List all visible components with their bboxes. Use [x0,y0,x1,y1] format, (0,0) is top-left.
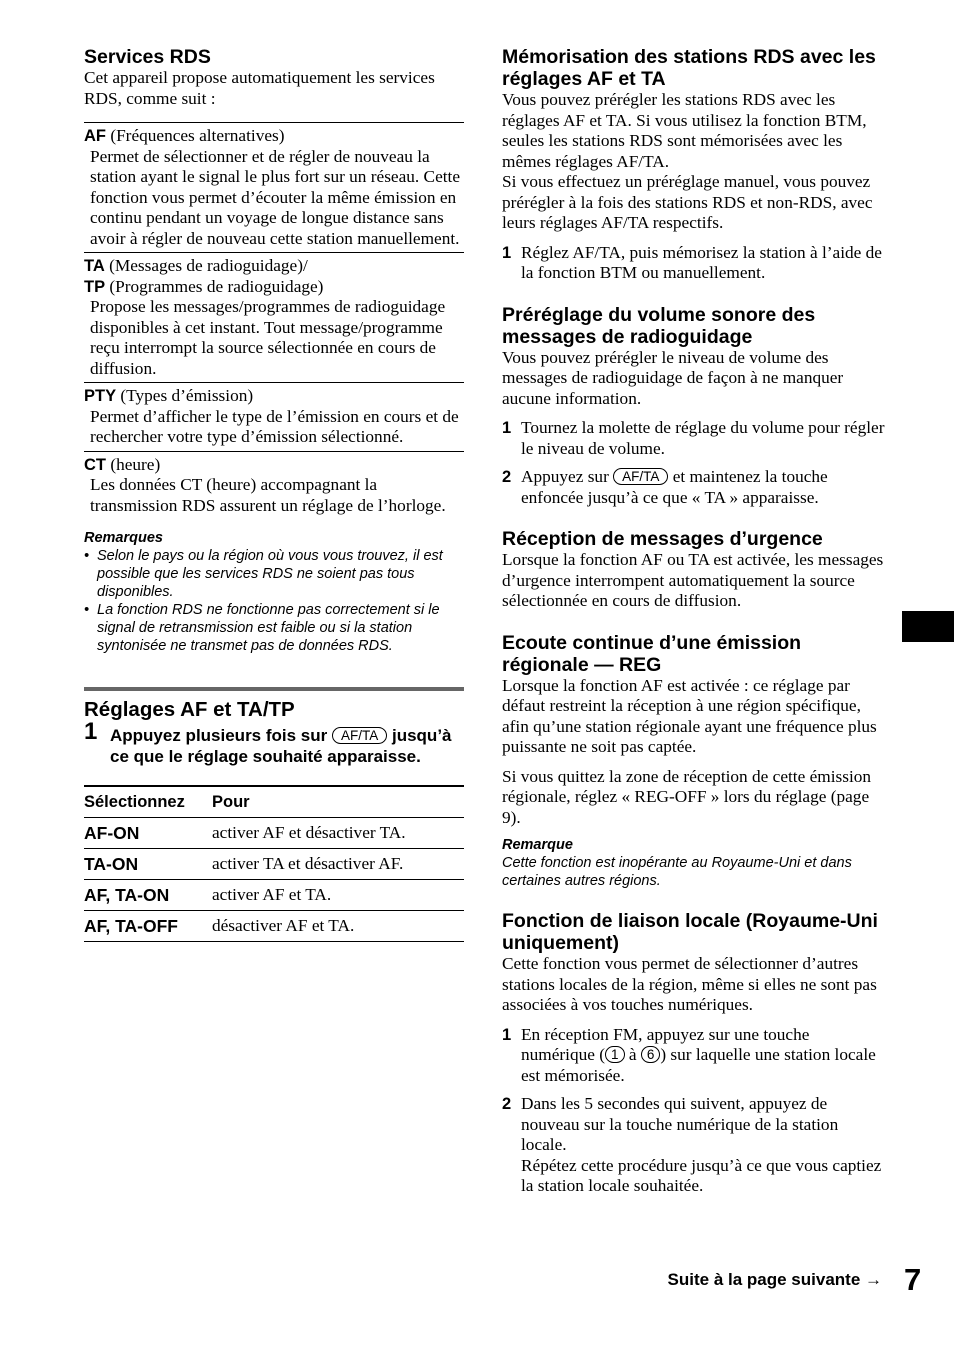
local-heading: Fonction de liaison locale (Royaume-Uni uniquement) [502,910,878,954]
def-abbr: TA [84,257,105,275]
note-item: • Selon le pays ou la région où vous vous trouvez, il est possible que les services RDS ne soient pas tous disponibles. [84,548,443,600]
def-abbr: TP [84,277,106,296]
step-number: 1 [84,718,98,745]
number-key-6-icon: 6 [641,1046,661,1063]
volume-step-1: 1 Tournez la molette de réglage du volume pour régler le niveau de volume. [502,418,885,458]
memo-heading: Mémorisation des stations RDS avec les réglages AF et TA [502,46,876,90]
number-key-1-icon: 1 [605,1046,625,1063]
def-desc: Permet de sélectionner et de régler de nouveau la station ayant le signal le plus fort sur un réseau. Cette fonction vous permet d’écouter la même émission en continu pendant un voyage de longue distance sans avoir à régler de nouveau cette station manuellement. [90,146,461,248]
local-intro: Cette fonction vous permet de sélectionner d’autres stations locales de la région, même si elles ne sont pas associées à vos touches numériques. [502,954,877,1014]
bullet-icon: • [84,602,90,618]
bullet-icon: • [84,548,90,564]
table-cell: AF, TA-ON [84,880,212,911]
volume-intro: Vous pouvez prérégler le niveau de volume des messages de radioguidage de façon à ne manquer aucune information. [502,347,844,408]
left-column [84,46,464,942]
section-divider [84,687,464,691]
note-text: Cette fonction est inopérante au Royaume-Uni et dans certaines autres régions. [502,855,852,889]
table-header: Sélectionnez [84,786,212,818]
settings-table [84,785,464,942]
rds-heading: Services RDS [84,46,211,68]
table-cell: activer AF et TA. [212,880,464,911]
step-number: 2 [502,1095,512,1113]
step-number: 1 [502,419,512,437]
table-cell: AF-ON [84,818,212,849]
volume-heading: Préréglage du volume sonore des messages de radioguidage [502,303,816,348]
table-row [84,911,464,942]
def-ta-tp: TA (Messages de radioguidage)/ TP (Programmes de radioguidage) Propose les messages/programmes de radioguidage disponibles à cet instant. Tout message/programme reçu interrompt la source sélectionnée en cours de diffusion. [84,252,464,382]
af-ta-key-icon: AF/TA [613,468,668,485]
def-pty: PTY (Types d’émission) Permet d’afficher le type de l’émission en cours et de rechercher votre type d’émission sélectionné. [84,382,464,451]
continue-next-page: Suite à la page suivante → [667,1270,882,1289]
def-abbr: AF [84,127,106,145]
step-number: 1 [502,243,512,262]
table-cell: activer AF et désactiver TA. [212,818,464,849]
urgence-text: Lorsque la fonction AF ou TA est activée, les messages d’urgence interrompent automatiquement la source sélectionnée en cours de diffusion. [502,550,884,610]
step-number: 1 [502,1025,512,1044]
memo-step-1: 1 Réglez AF/TA, puis mémorisez la station à l’aide de la fonction BTM ou manuellement. [502,242,882,282]
urgence-heading: Réception de messages d’urgence [502,528,823,550]
af-ta-step-1: 1 Appuyez plusieurs fois sur AF/TA jusqu’à ce que le réglage souhaité apparaisse. [84,718,452,766]
reg-heading: Ecoute continue d’une émission régionale — REG [502,631,802,676]
table-header: Pour [212,786,464,818]
memo-paragraph: Si vous effectuez un préréglage manuel, vous pouvez prérégler à la fois des stations RDS et non-RDS, avec leurs réglages AF/TA respectifs. [502,172,873,232]
af-ta-heading: Réglages AF et TA/TP [84,698,295,721]
table-cell: TA-ON [84,849,212,880]
rds-intro: Cet appareil propose automatiquement les services RDS, comme suit : [84,68,435,108]
memo-paragraph: Vous pouvez prérégler les stations RDS avec les réglages AF et TA. Si vous utilisez la fonction BTM, seules les stations RDS sont mémorisées avec les mêmes réglages AF/TA. [502,90,867,171]
section-tab-marker [902,611,954,642]
reg-paragraph: Lorsque la fonction AF est activée : ce réglage par défaut restreint la réception à une région spécifique, afin qu’une station régionale ayant une fréquence plus puissante ne soit pas captée. [502,675,877,756]
table-cell: AF, TA-OFF [84,911,212,942]
table-header-row [84,786,464,818]
def-desc: Les données CT (heure) accompagnant la transmission RDS assurent un réglage de l’horloge. [90,475,446,515]
step-number: 2 [502,468,512,486]
def-desc: Permet d’afficher le type de l’émission en cours et de rechercher votre type d’émission sélectionné. [90,406,459,446]
right-column [502,46,886,1197]
local-step-2: 2 Dans les 5 secondes qui suivent, appuyez de nouveau sur la touche numérique de la station locale. Répétez cette procédure jusqu’à ce que vous captiez la station locale souhaitée. [502,1094,882,1195]
table-row [84,818,464,849]
table-row [84,880,464,911]
notes-title: Remarques [84,530,163,546]
note-title: Remarque [502,837,573,853]
table-cell: activer TA et désactiver AF. [212,849,464,880]
table-row [84,849,464,880]
af-ta-key-icon: AF/TA [332,727,387,744]
def-abbr: PTY [84,387,117,405]
def-abbr: CT [84,455,106,474]
table-cell: désactiver AF et TA. [212,911,464,942]
local-step-1: 1 En réception FM, appuyez sur une touche numérique ( 1 à 6 ) sur laquelle une station locale est mémorisée. [502,1024,876,1085]
def-ct: CT (heure) Les données CT (heure) accompagnant la transmission RDS assurent un réglage de l’horloge. [84,451,464,520]
def-desc: Propose les messages/programmes de radioguidage disponibles à cet instant. Tout message/programme reçu interrompt la source sélectionnée en cours de diffusion. [90,297,446,378]
note-item: • La fonction RDS ne fonctionne pas correctement si le signal de retransmission est faible ou si la station syntonisée ne transmet pas de données RDS. [84,602,440,654]
page-number: 7 [904,1262,922,1297]
reg-paragraph: Si vous quittez la zone de réception de cette émission régionale, réglez « REG-OFF » lors du réglage (page 9). [502,766,872,827]
def-af: AF (Fréquences alternatives) Permet de sélectionner et de régler de nouveau la station ayant le signal le plus fort sur un réseau. Cette fonction vous permet d’écouter la même émission en continu pendant un voyage de longue distance sans avoir à régler de nouveau cette station manuellement. [84,122,464,252]
volume-step-2: 2 Appuyez sur AF/TA et maintenez la touche enfoncée jusqu’à ce que « TA » apparaisse. [502,467,828,507]
